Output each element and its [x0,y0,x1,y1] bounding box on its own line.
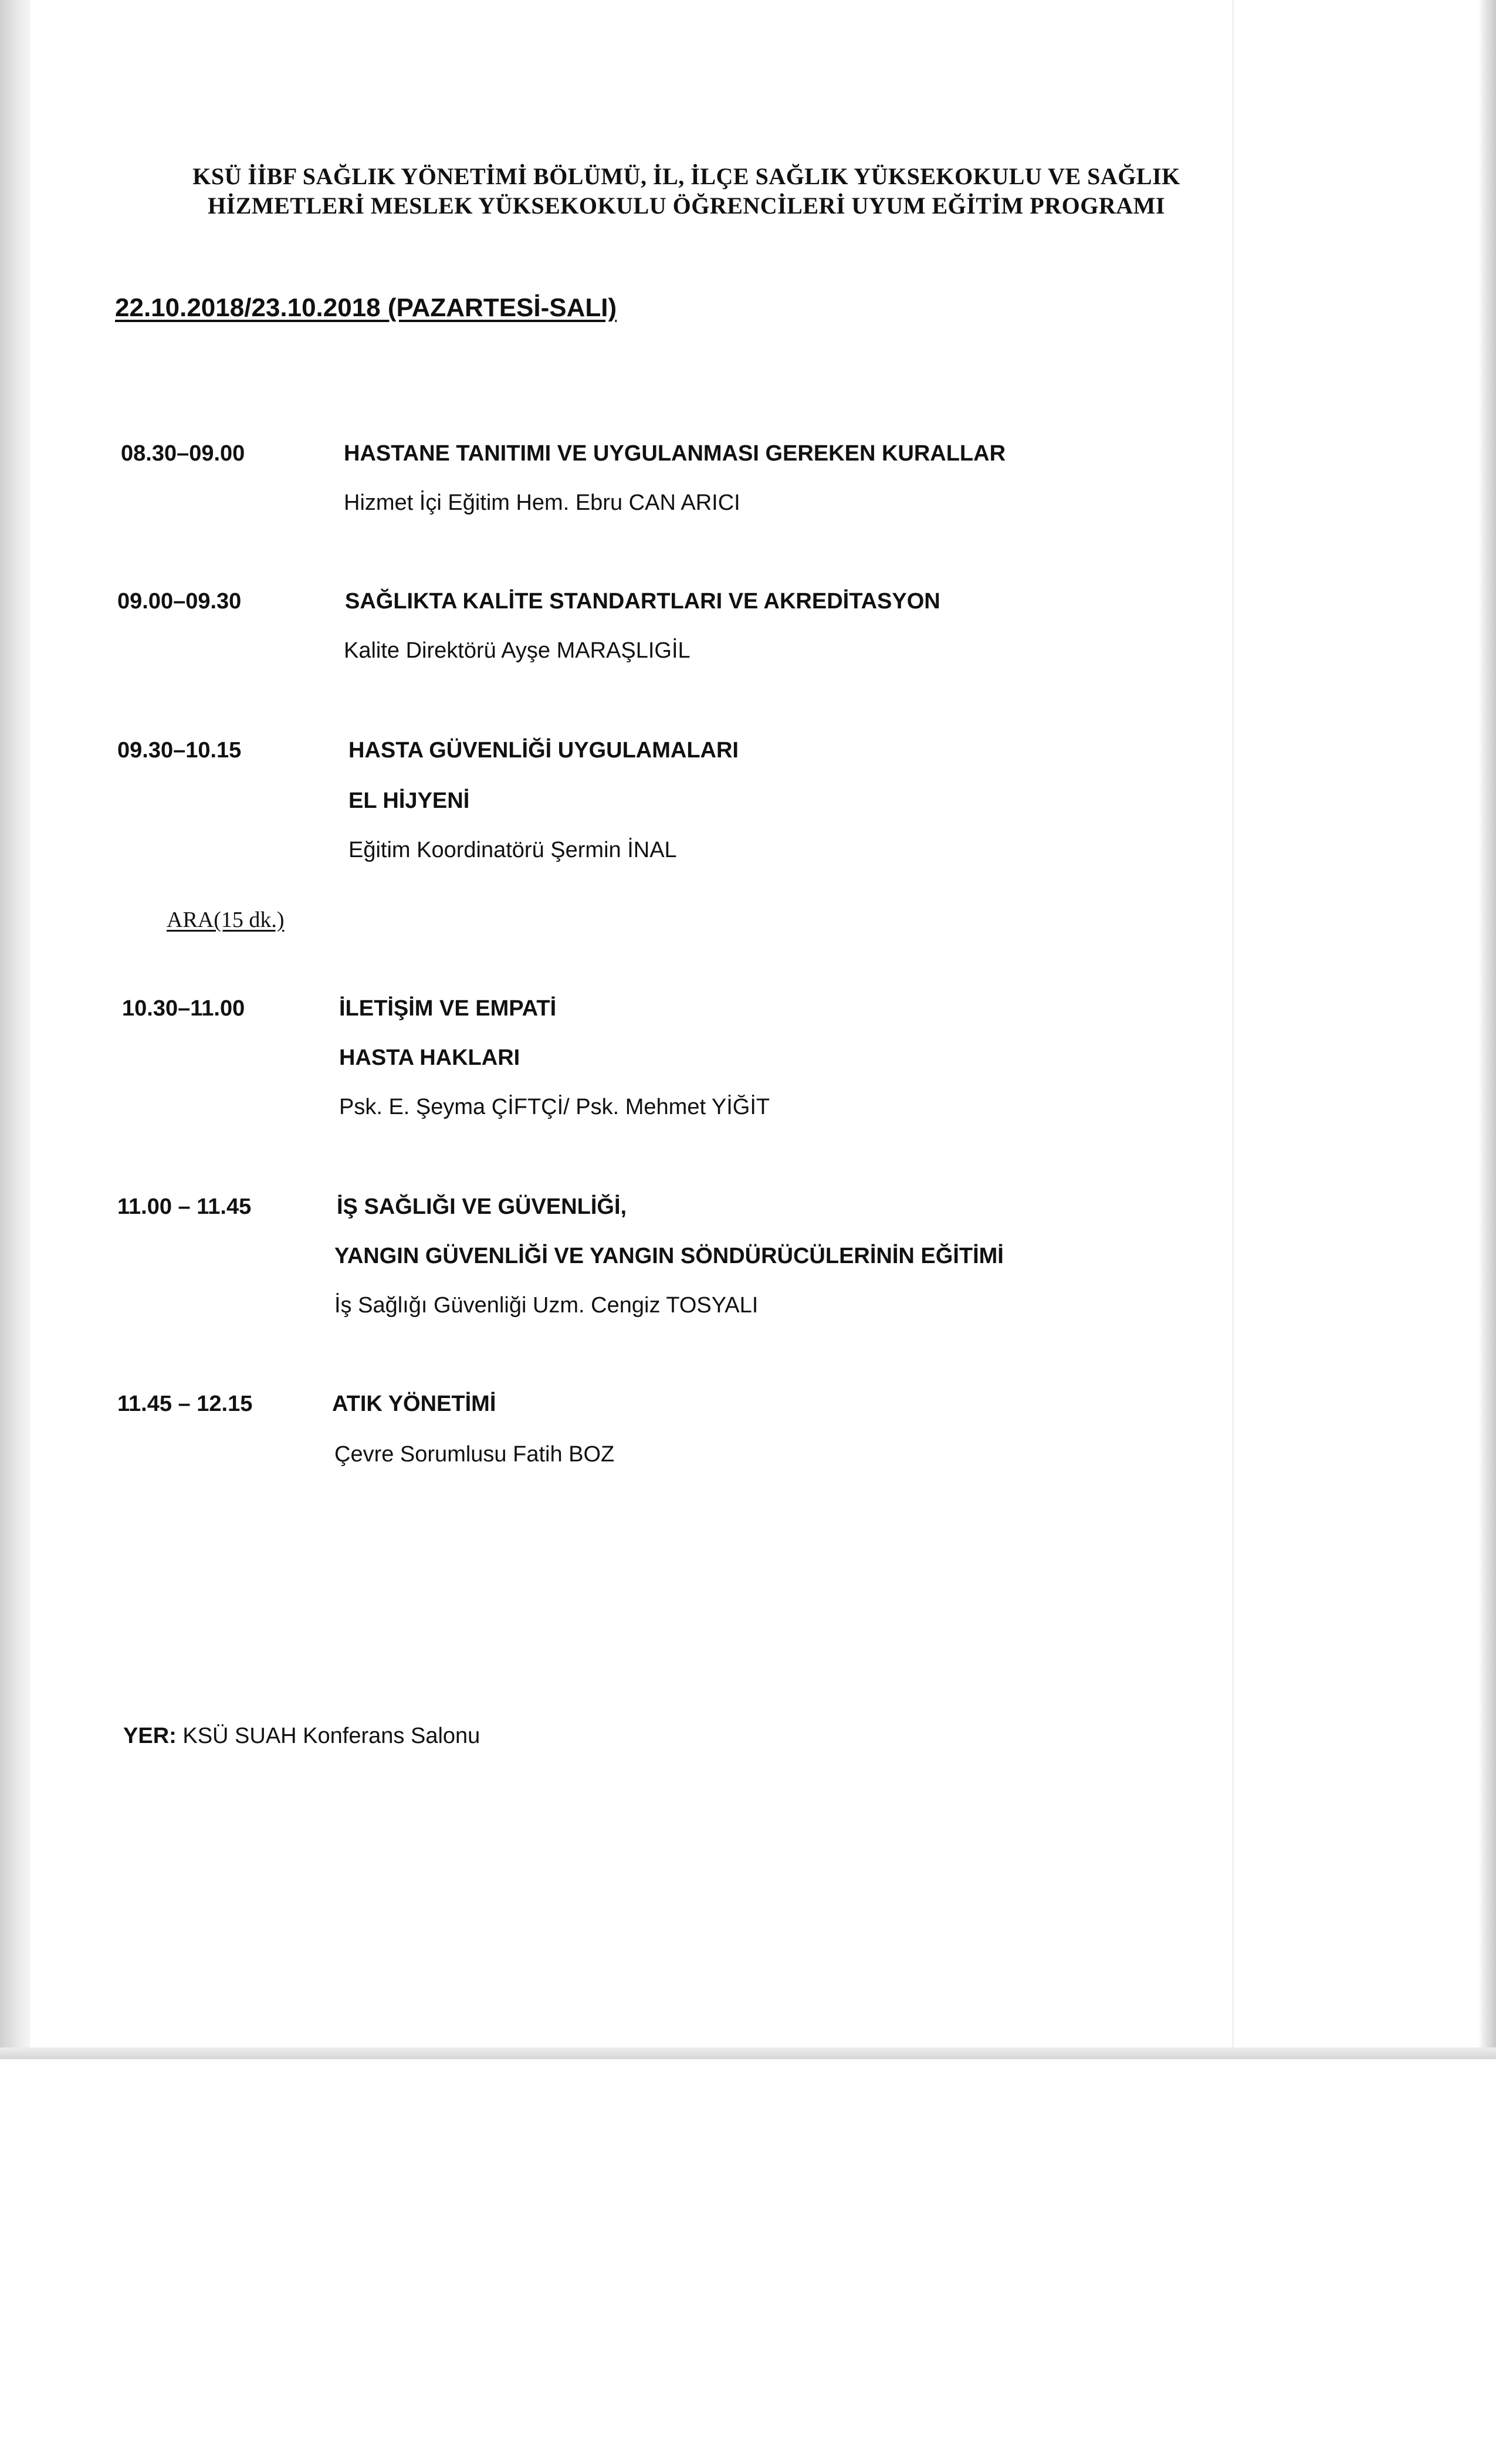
session-2-speaker: Kalite Direktörü Ayşe MARAŞLIGİL [344,638,691,663]
session-4-time: 10.30–11.00 [122,996,245,1021]
break-label: ARA(15 dk.) [167,908,285,932]
session-5-title: İŞ SAĞLIĞI VE GÜVENLİĞİ, [337,1194,627,1219]
session-6-title: ATIK YÖNETİMİ [332,1392,496,1416]
header-line-2: HİZMETLERİ MESLEK YÜKSEKOKULU ÖĞRENCİLERİ UYUM EĞİTİM PROGRAMI [208,192,1165,219]
location-value: KSÜ SUAH Konferans Salonu [182,1724,480,1748]
document-header [117,162,1255,221]
scan-bottom-edge [0,2047,1496,2059]
session-4-subtitle: HASTA HAKLARI [339,1045,520,1070]
date-heading: 22.10.2018/23.10.2018 (PAZARTESİ-SALI) [115,293,617,322]
session-6-time: 11.45 – 12.15 [117,1392,253,1416]
session-3-speaker: Eğitim Koordinatörü Şermin İNAL [348,838,677,862]
session-4-title: İLETİŞİM VE EMPATİ [339,996,557,1021]
session-3-title: HASTA GÜVENLİĞİ UYGULAMALARI [348,738,739,763]
session-1-title: HASTANE TANITIMI VE UYGULANMASI GEREKEN KURALLAR [344,441,1006,466]
session-1-speaker: Hizmet İçi Eğitim Hem. Ebru CAN ARICI [344,490,740,515]
location-line [123,1724,480,1749]
session-3-time: 09.30–10.15 [117,738,242,763]
session-4-speaker: Psk. E. Şeyma ÇİFTÇİ/ Psk. Mehmet YİĞİT [339,1095,770,1119]
session-2-time: 09.00–09.30 [117,589,242,614]
session-1-time: 08.30–09.00 [121,441,245,466]
header-line-1: KSÜ İİBF SAĞLIK YÖNETİMİ BÖLÜMÜ, İL, İLÇE SAĞLIK YÜKSEKOKULU VE SAĞLIK [192,163,1180,189]
scan-edge-left [0,0,31,2059]
session-5-subtitle: YANGIN GÜVENLİĞİ VE YANGIN SÖNDÜRÜCÜLERİNİN EĞİTİMİ [334,1244,1004,1268]
session-5-time: 11.00 – 11.45 [117,1194,252,1219]
location-label: YER: [123,1724,177,1748]
scan-edge-right [1478,0,1496,2059]
session-6-speaker: Çevre Sorumlusu Fatih BOZ [334,1442,615,1467]
session-2-title: SAĞLIKTA KALİTE STANDARTLARI VE AKREDİTASYON [345,589,940,614]
session-3-subtitle: EL HİJYENİ [348,788,470,813]
session-5-speaker: İş Sağlığı Güvenliği Uzm. Cengiz TOSYALI [334,1293,759,1318]
scan-shadow-line [1232,0,1234,2059]
